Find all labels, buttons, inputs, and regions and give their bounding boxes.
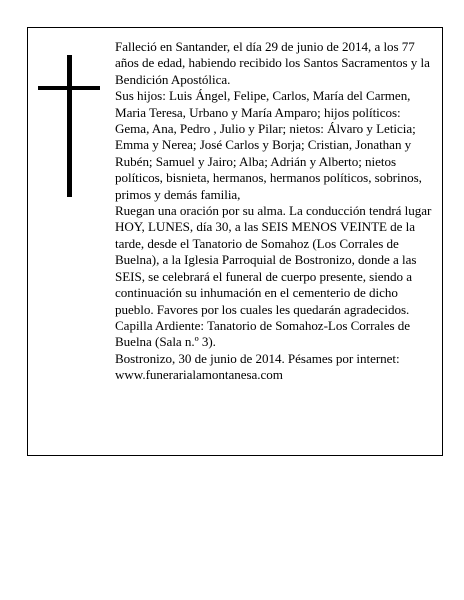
latin-cross-icon (38, 55, 100, 197)
cross-horizontal-beam (38, 86, 100, 90)
funeral-details-paragraph: Ruegan una oración por su alma. La conducción tendrá lugar HOY, LUNES, día 30, a las SEIS MENOS VEINTE de la tarde, desde el Tanatorio de Somahoz (Los Corrales de Buelna), a la Iglesia Parroquial de Bostronizo, donde a las SEIS, se celebrará el funeral de cuerpo presente, siendo a continuación su inhumación en el cementerio de dicho pueblo. Favores por los cuales les quedarán agradecidos. Capilla Ardiente: Tanatorio de Somahoz-Los Corrales de Buelna (Sala n.º 3). (115, 203, 432, 350)
family-list-paragraph: Sus hijos: Luis Ángel, Felipe, Carlos, María del Carmen, Maria Teresa, Urbano y María Amparo; hijos políticos: Gema, Ana, Pedro , Julio y Pilar; nietos: Álvaro y Leticia; Emma y Nerea; José Carlos y Borja; Cristian, Jonathan y Rubén; Samuel y Jairo; Alba; Adrián y Alberto; nietos políticos, bisnieta, hermanos, hermanos políticos, sobrinos, primos y demás familia, (115, 88, 422, 202)
cross-vertical-beam (67, 55, 72, 197)
obituary-text (115, 39, 433, 384)
death-announcement-paragraph: Falleció en Santander, el día 29 de junio de 2014, a los 77 años de edad, habiendo recibido los Santos Sacramentos y la Bendición Apostólica. (115, 39, 430, 87)
obituary-notice (27, 27, 443, 456)
closing-paragraph: Bostronizo, 30 de junio de 2014. Pésames por internet: www.funerarialamontanesa.com (115, 350, 400, 383)
